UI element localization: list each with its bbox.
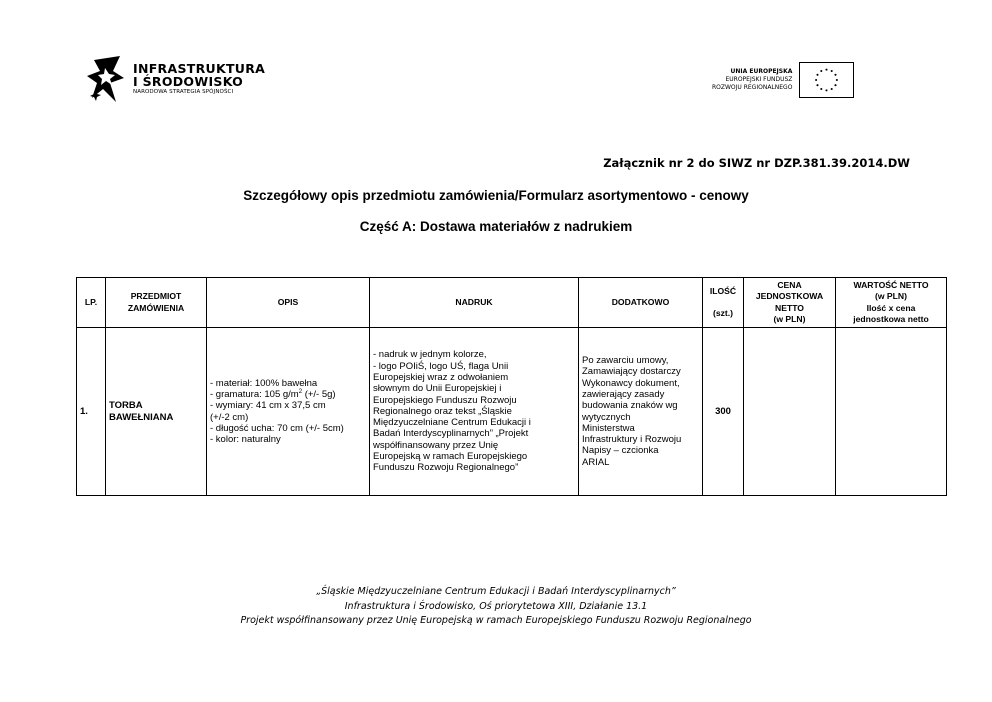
specification-table xyxy=(76,277,947,496)
eu-star xyxy=(826,89,828,91)
eu-star xyxy=(821,88,823,90)
row-unit-price-field[interactable] xyxy=(744,328,836,496)
header-net-value: WARTOŚĆ NETTO (w PLN) Ilość x cena jednostkowa netto xyxy=(836,278,947,328)
eu-star xyxy=(817,84,819,86)
header-item: PRZEDMIOT ZAMÓWIENIA xyxy=(106,278,207,328)
footer-line-3: Projekt współfinansowany przez Unię Europejską w ramach Europejskiego Funduszu Rozwoju Regionalnego xyxy=(240,615,752,626)
project-footer xyxy=(0,585,992,629)
eu-star xyxy=(826,69,828,71)
attachment-reference: Załącznik nr 2 do SIWZ nr DZP.381.39.2014.DW xyxy=(603,156,910,170)
row-desc: - materiał: 100% bawełna - gramatura: 105 $g/m^2$ (+/- 5g) - wymiary: 41 cm x 37,5 cm (+/-2 cm) - długość ucha: 70 cm (+/- 5cm) - kolor: naturalny xyxy=(207,328,370,496)
eu-star xyxy=(817,74,819,76)
row-item: TORBA BAWEŁNIANA xyxy=(106,328,207,496)
footer-line-2: Infrastruktura i Środowisko, Oś priorytetowa XIII, Działanie 13.1 xyxy=(344,600,648,612)
row-net-value-field[interactable] xyxy=(836,328,947,496)
header-unit-price: CENA JEDNOSTKOWA NETTO (w PLN) xyxy=(744,278,836,328)
table-header-row xyxy=(77,278,947,328)
infrastruktura-emblem-icon xyxy=(86,56,126,104)
eu-star xyxy=(831,70,833,72)
page-title: Szczegółowy opis przedmiotu zamówienia/Formularz asortymentowo - cenowy xyxy=(243,188,749,203)
header-print: NADRUK xyxy=(370,278,579,328)
page-subtitle: Część A: Dostawa materiałów z nadrukiem xyxy=(359,219,633,234)
eu-star xyxy=(815,79,817,81)
row-print: - nadruk w jednym kolorze, - logo POIiŚ, logo UŚ, flaga Unii Europejskiej wraz z odwołaniem słownym do Unii Europejskiej i Europejskiego Funduszu Rozwoju Regionalnego oraz tekst „Śląskie Międzyuczelniane Centrum Edukacji i Badań Interdyscyplinarnych” „Projekt współfinansowany przez Unię Europejską w ramach Europejskiego Funduszu Rozwoju Regionalnego” xyxy=(370,328,579,496)
eu-line-1: UNIA EUROPEJSKA xyxy=(730,68,793,75)
eu-star xyxy=(836,79,838,81)
eu-star xyxy=(835,74,837,76)
header-lp: LP. xyxy=(77,278,106,328)
header-desc: OPIS xyxy=(207,278,370,328)
eu-star xyxy=(821,70,823,72)
eu-flag-icon xyxy=(799,62,854,98)
eu-logo xyxy=(712,62,854,98)
footer-line-1: „Śląskie Międzyuczelniane Centrum Edukacji i Badań Interdyscyplinarnych” xyxy=(316,586,676,597)
eu-line-2: EUROPEJSKI FUNDUSZ xyxy=(725,76,793,83)
row-lp: 1. xyxy=(77,328,106,496)
eu-line-3: ROZWOJU REGIONALNEGO xyxy=(712,84,793,91)
eu-star xyxy=(835,84,837,86)
row-qty: 300 xyxy=(703,328,744,496)
header-qty: ILOŚĆ (szt.) xyxy=(703,278,744,328)
header-extra: DODATKOWO xyxy=(579,278,703,328)
infrastruktura-logo xyxy=(86,56,265,104)
table-row xyxy=(77,328,947,496)
row-extra: Po zawarciu umowy, Zamawiający dostarczy Wykonawcy dokument, zawierający zasady budowania znaków wg wytycznych Ministerstwa Infrastruktury i Rozwoju Napisy – czcionka ARIAL xyxy=(579,328,703,496)
logo-line-2: I ŚRODOWISKO xyxy=(133,74,244,89)
logo-subtitle: NARODOWA STRATEGIA SPÓJNOŚCI xyxy=(133,89,234,95)
eu-star xyxy=(831,88,833,90)
logo-line-1: INFRASTRUKTURA xyxy=(133,61,266,76)
